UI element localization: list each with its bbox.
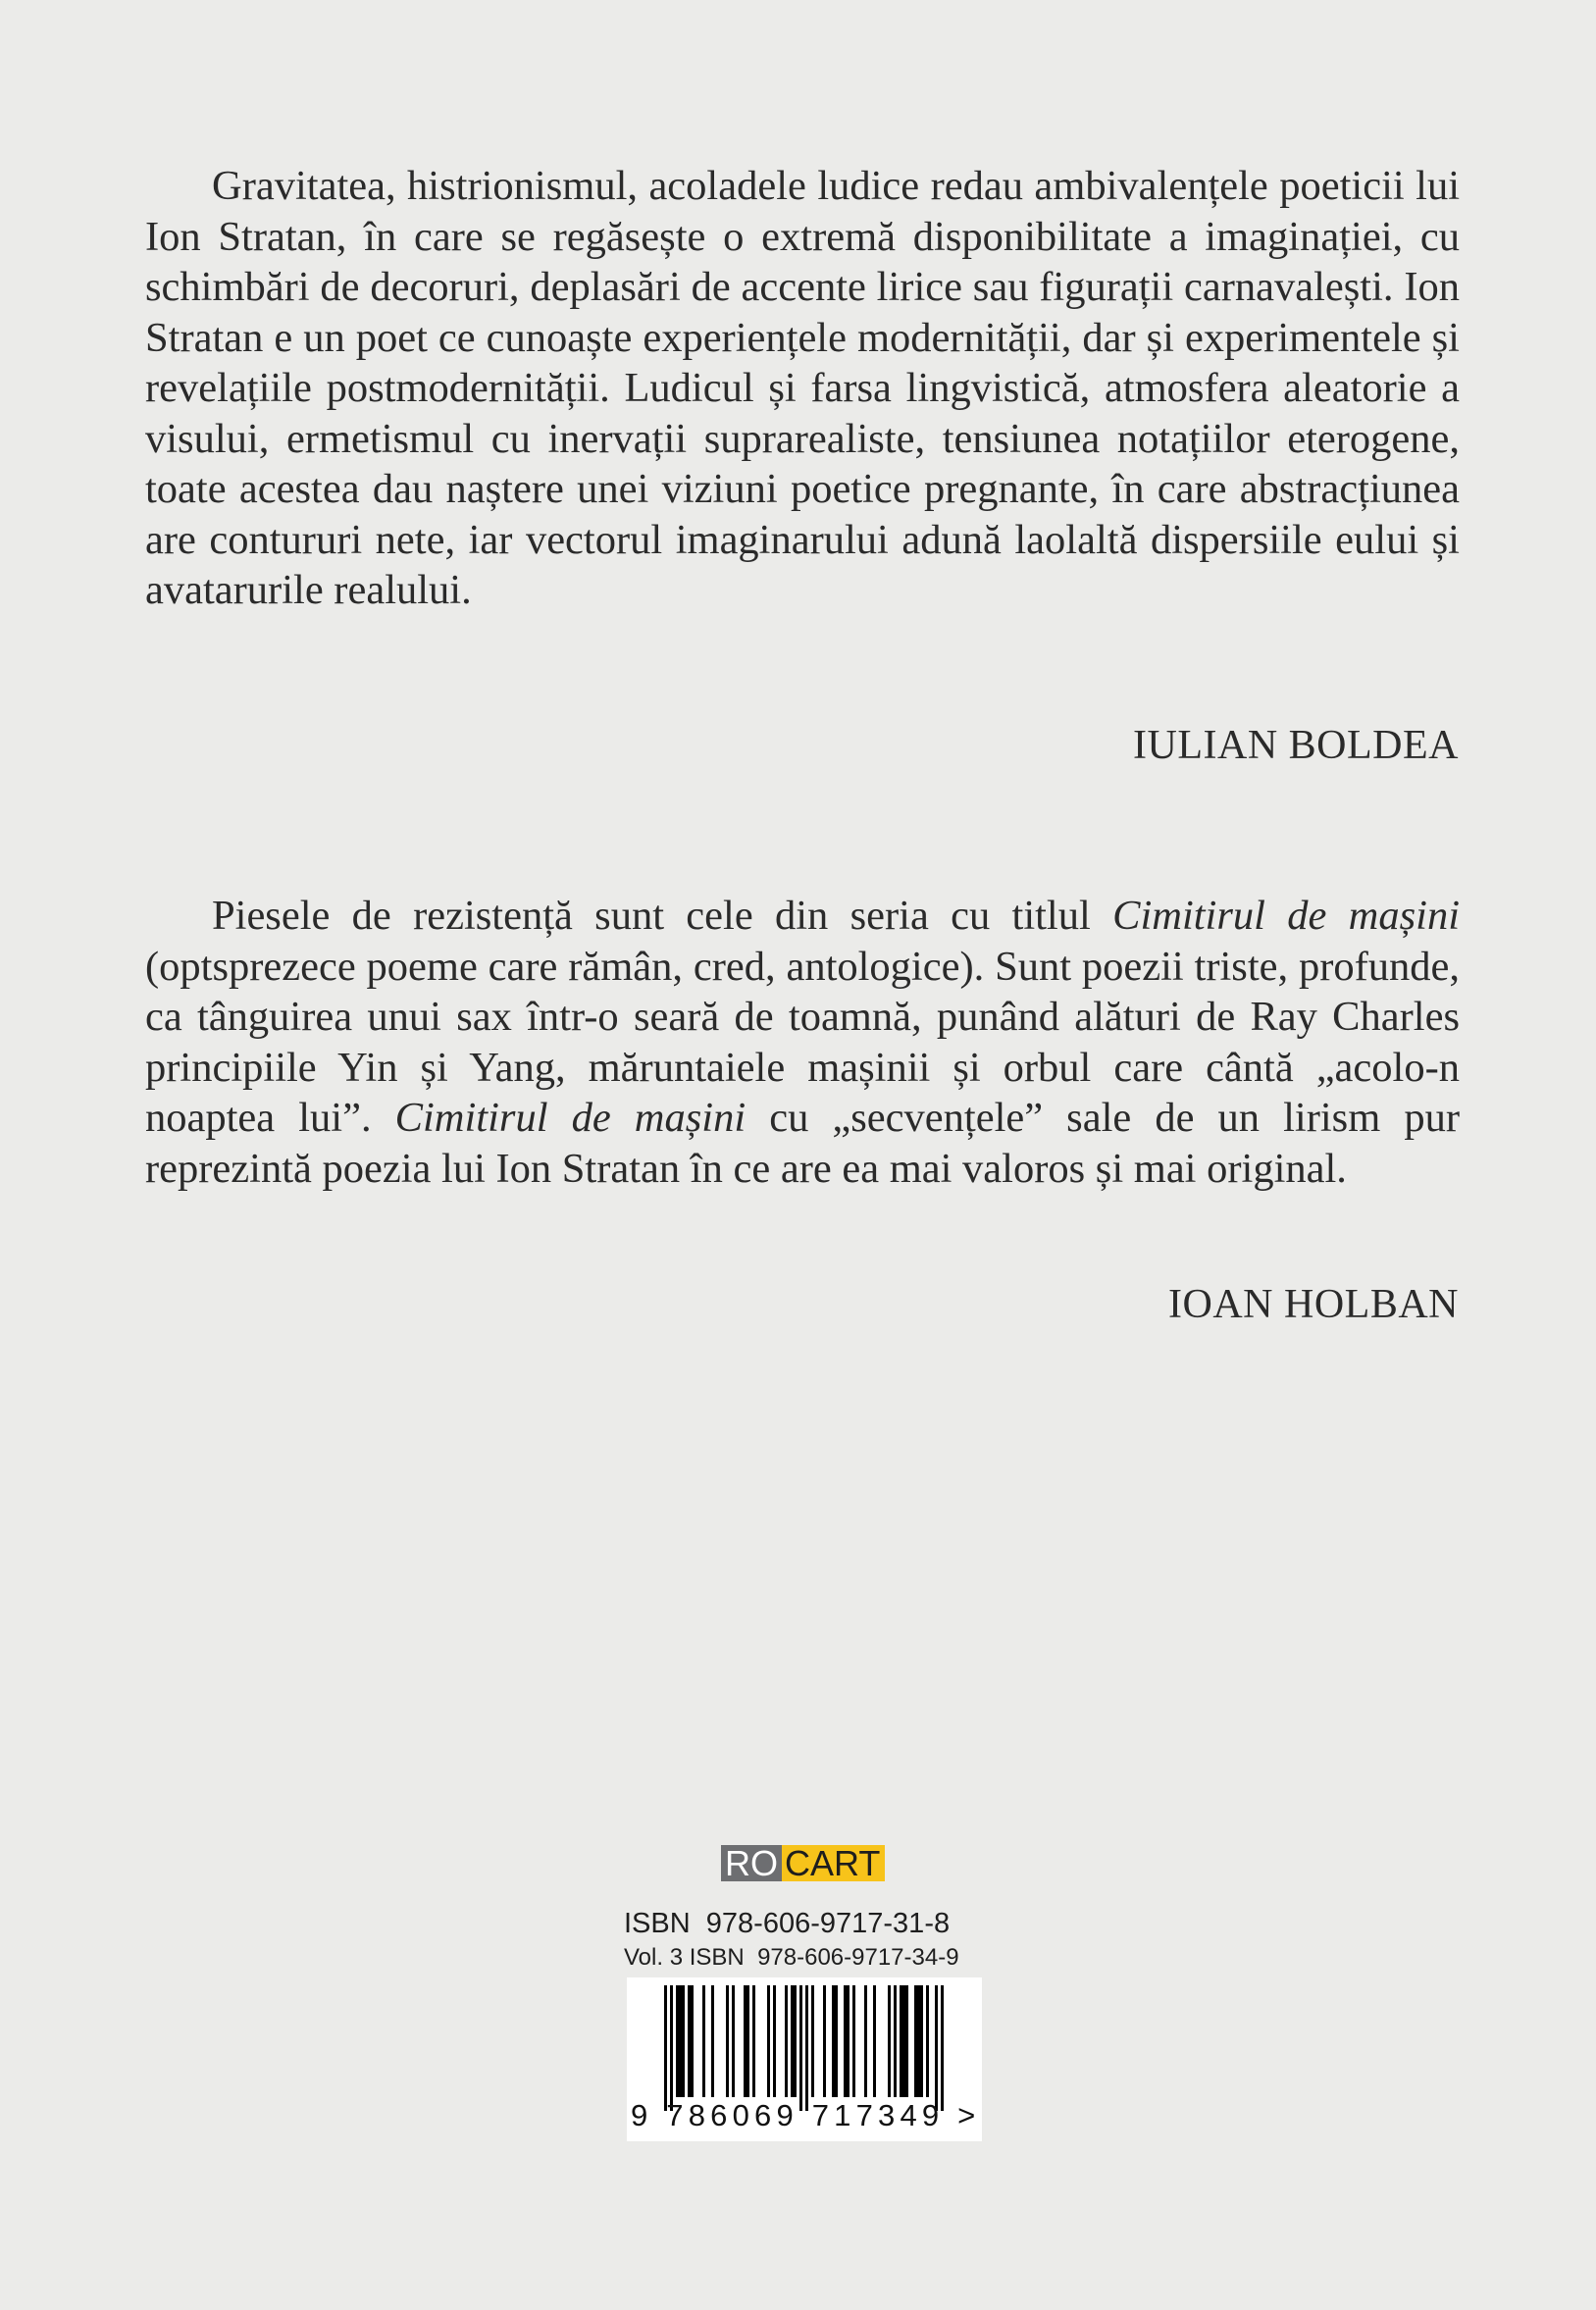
quote-2-book-title-2: Cimitirul de mașini bbox=[394, 1095, 747, 1141]
barcode-bar bbox=[752, 1985, 755, 2097]
quote-1 bbox=[145, 161, 1460, 616]
barcode-guard-bar bbox=[664, 1985, 667, 2111]
barcode-bar bbox=[747, 1985, 749, 2097]
barcode-bar bbox=[682, 1985, 685, 2097]
publisher-logo bbox=[721, 1845, 885, 1881]
publisher-logo-cart: CART bbox=[782, 1845, 885, 1881]
isbn-line: ISBN 978-606-9717-31-8 bbox=[624, 1908, 951, 1939]
barcode-bar bbox=[679, 1985, 682, 2097]
barcode-bar bbox=[767, 1985, 770, 2097]
barcode-bar bbox=[785, 1985, 788, 2097]
barcode-bar bbox=[688, 1985, 691, 2097]
barcode-bar bbox=[835, 1985, 838, 2097]
barcode-bar bbox=[864, 1985, 867, 2097]
barcode bbox=[627, 1977, 982, 2141]
barcode-bar bbox=[894, 1985, 897, 2097]
quote-1-author: IULIAN BOLDEA bbox=[1133, 723, 1459, 768]
barcode-bar bbox=[823, 1985, 826, 2097]
barcode-bar bbox=[691, 1985, 694, 2097]
quote-1-text: Gravitatea, histrionismul, acoladele ludice redau ambivalențele poeticii lui Ion Stratan, în care se regăsește o extremă disponibilitate a imaginației, cu schimbări de decoruri, deplasări de accente lirice sau figurații carnavalești. Ion Stratan e un poet ce cunoaște experiențele modernității, dar și experimentele și revelațiile postmodernității. Ludicul și farsa lingvistică, atmosfera aleatorie a visului, ermetismul cu inervații suprarealiste, tensiunea notațiilor eterogene, toate acestea dau naștere unei viziuni poetice pregnante, în care abstracțiunea are contururi nete, iar vectorul imaginarului adună laolaltă dispersiile eului și avatarurile realului. bbox=[145, 163, 1460, 613]
barcode-bar bbox=[711, 1985, 714, 2097]
quote-2-author: IOAN HOLBAN bbox=[1168, 1282, 1459, 1327]
barcode-bar bbox=[917, 1985, 920, 2097]
quote-2-part-1: Piesele de rezistență sunt cele din seria cu titlul bbox=[212, 893, 1113, 939]
barcode-bar bbox=[920, 1985, 923, 2097]
barcode-guard-bar bbox=[670, 1985, 673, 2111]
barcode-bar bbox=[888, 1985, 891, 2097]
volume-isbn-line: Vol. 3 ISBN 978-606-9717-34-9 bbox=[624, 1944, 959, 1971]
publisher-logo-ro: RO bbox=[721, 1845, 782, 1881]
barcode-bar bbox=[926, 1985, 929, 2097]
barcode-bar bbox=[914, 1985, 917, 2097]
barcode-bar bbox=[726, 1985, 729, 2097]
barcode-guard-bar bbox=[941, 1985, 944, 2111]
barcode-bar bbox=[852, 1985, 855, 2097]
barcode-bar bbox=[676, 1985, 679, 2097]
barcode-guard-bar bbox=[799, 1985, 802, 2111]
quote-2-part-2: (optsprezece poeme care rămân, cred, antologice). Sunt poezii triste, profunde, ca tânguirea unui sax într-o seară de toamnă, punând alături de Ray Charles principiile Yin și Yang, măruntaiele mașinii și orbul care cântă „acolo-n noaptea lui”. bbox=[145, 943, 1460, 1141]
barcode-bar bbox=[791, 1985, 794, 2097]
barcode-digits: 9 786069 717349 > bbox=[631, 2098, 981, 2132]
quote-2-book-title-1: Cimitirul de mașini bbox=[1112, 893, 1460, 939]
barcode-bar bbox=[873, 1985, 876, 2097]
barcode-bar bbox=[847, 1985, 849, 2097]
barcode-bar bbox=[794, 1985, 797, 2097]
quote-2-text bbox=[145, 891, 1460, 1194]
barcode-guard-bar bbox=[805, 1985, 808, 2111]
barcode-bar bbox=[902, 1985, 905, 2097]
quote-2-part-3: cu „secvențele” sale de un lirism pur reprezintă poezia lui Ion Stratan în ce are ea mai valoros și mai original. bbox=[145, 1095, 1460, 1192]
barcode-bar bbox=[773, 1985, 776, 2097]
barcode-bar bbox=[702, 1985, 705, 2097]
barcode-bar bbox=[811, 1985, 814, 2097]
barcode-bar bbox=[844, 1985, 847, 2097]
quote-2 bbox=[145, 891, 1460, 1194]
barcode-bar bbox=[832, 1985, 835, 2097]
barcode-bar bbox=[732, 1985, 735, 2097]
barcode-bar bbox=[900, 1985, 902, 2097]
barcode-bar bbox=[905, 1985, 908, 2097]
barcode-bar bbox=[744, 1985, 747, 2097]
barcode-guard-bar bbox=[935, 1985, 938, 2111]
